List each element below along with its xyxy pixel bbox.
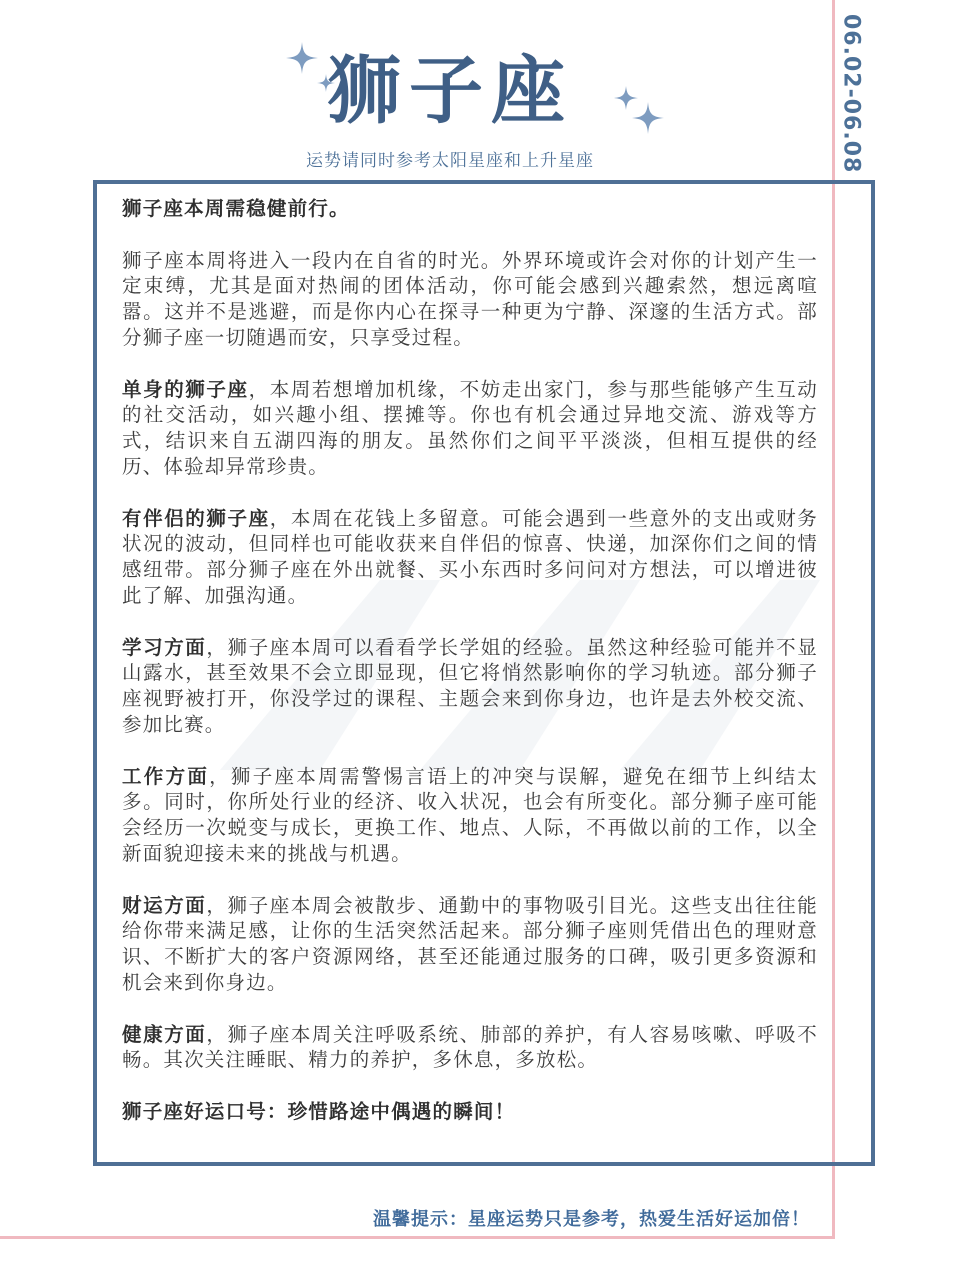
section-single: 单身的狮子座，本周若想增加机缘，不妨走出家门，参与那些能够产生互动的社交活动，如兴趣小组、摆摊等。你也有机会通过异地交流、游戏等方式，结识来自五湖四海的朋友。虽然你们之间平平淡淡，但相互提供的经历、体验却异常珍贵。: [122, 377, 818, 478]
page-title: 狮子座: [327, 48, 573, 134]
decorative-pink-horizontal-line: [0, 1236, 835, 1239]
footer-tip: 温馨提示：星座运势只是参考，热爱生活好运加倍！: [373, 1209, 810, 1230]
article-headline: 狮子座本周需稳健前行。: [122, 197, 350, 220]
section-work: 工作方面，狮子座本周需警惕言语上的冲突与误解，避免在细节上纠结太多。同时，你所处行业的经济、收入状况，也会有所变化。部分狮子座可能会经历一次蜕变与成长，更换工作、地点、人际，不再做以前的工作，以全新面貌迎接未来的挑战与机遇。: [122, 764, 818, 865]
section-partnered: 有伴侣的狮子座，本周在花钱上多留意。可能会遇到一些意外的支出或财务状况的波动，但同样也可能收获来自伴侣的惊喜、快递，加深你们之间的情感纽带。部分狮子座在外出就餐、买小东西时多问问对方想法，可以增进彼此了解、加强沟通。: [122, 506, 819, 607]
section-wealth: 财运方面，狮子座本周会被散步、通勤中的事物吸引目光。这些支出往往能给你带来满足感，让你的生活突然活起来。部分狮子座则凭借出色的理财意识、不断扩大的客户资源网络，甚至还能通过服务的口碑，吸引更多资源和机会来到你身边。: [122, 893, 818, 994]
article-slogan: 狮子座好运口号：珍惜路途中偶遇的瞬间！: [122, 1099, 516, 1123]
article-body: [122, 196, 818, 1125]
date-range: 06.02-06.08: [838, 14, 864, 174]
page-subtitle: 运势请同时参考太阳星座和上升星座: [306, 151, 594, 171]
article-intro: 狮子座本周将进入一段内在自省的时光。外界环境或许会对你的计划产生一定束缚，尤其是面对热闹的团体活动，你可能会感到兴趣索然，想远离喧嚣。这并不是逃避，而是你内心在探寻一种更为宁静、深邃的生活方式。部分狮子座一切随遇而安，只享受过程。: [122, 248, 818, 349]
section-health: 健康方面，狮子座本周关注呼吸系统、肺部的养护，有人容易咳嗽、呼吸不畅。其次关注睡眠、精力的养护，多休息，多放松。: [122, 1022, 818, 1072]
section-study: 学习方面，狮子座本周可以看看学长学姐的经验。虽然这种经验可能并不显山露水，甚至效果不会立即显现，但它将悄然影响你的学习轨迹。部分狮子座视野被打开，你没学过的课程、主题会来到你身边，也许是去外校交流、参加比赛。: [122, 635, 818, 736]
